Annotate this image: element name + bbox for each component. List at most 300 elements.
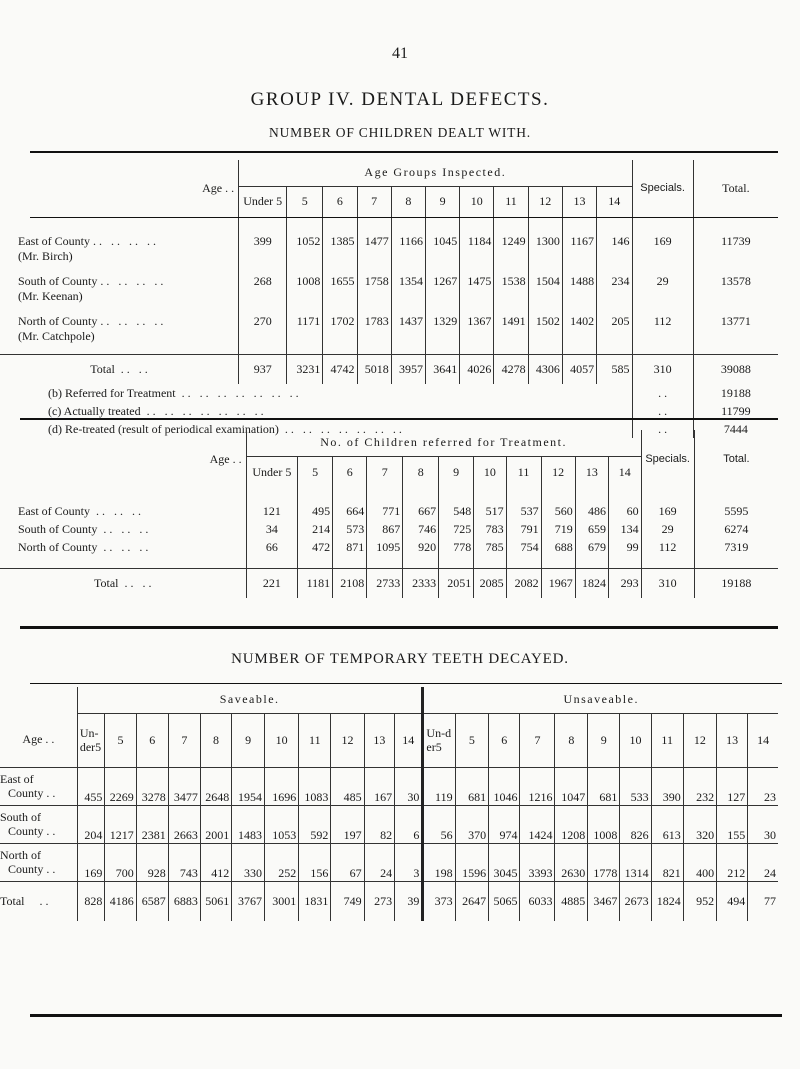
cell-specials: 29	[641, 520, 694, 538]
cell-value: 1217	[105, 805, 136, 843]
cell-value: 485	[331, 767, 364, 805]
cell-value: 252	[265, 843, 299, 881]
cell-value: 1181	[298, 568, 333, 598]
cell-value: 5061	[200, 881, 231, 921]
row-area-2: County	[8, 824, 44, 838]
leader-dots: . .	[43, 786, 56, 800]
note-key: (d)	[48, 421, 62, 436]
age-header: Age . .	[209, 451, 242, 466]
cell-value: 2648	[200, 767, 231, 805]
note-row	[0, 384, 778, 402]
cell-value: 3231	[287, 354, 323, 384]
cell-value: 455	[77, 767, 105, 805]
cell-value: 1655	[323, 274, 357, 314]
cell-value: 1491	[494, 314, 528, 354]
cell-value: 82	[364, 805, 394, 843]
cell-value: 293	[609, 568, 642, 598]
cell-value: 1095	[367, 538, 403, 556]
note-value: 19188	[693, 384, 778, 402]
cell-specials: 169	[632, 234, 693, 274]
cell-value: 6033	[520, 881, 555, 921]
column-header: 13	[717, 713, 748, 767]
cell-value: 3393	[520, 843, 555, 881]
cell-value: 2647	[455, 881, 489, 921]
cell-value: 783	[474, 520, 506, 538]
row-area: East of	[0, 772, 34, 786]
cell-value: 99	[609, 538, 642, 556]
column-header: 9	[425, 186, 459, 216]
cell-value: 537	[506, 502, 541, 520]
cell-value: 1216	[520, 767, 555, 805]
column-header: 13	[575, 456, 608, 488]
age-header: Age . .	[202, 180, 235, 195]
column-header: 8	[200, 713, 231, 767]
cell-value: 1475	[460, 274, 494, 314]
cell-value: 700	[105, 843, 136, 881]
cell-value: 370	[455, 805, 489, 843]
column-header: 13	[364, 713, 394, 767]
cell-value: 1314	[620, 843, 651, 881]
cell-value: 952	[683, 881, 716, 921]
cell-value: 826	[620, 805, 651, 843]
column-header: 6	[489, 713, 520, 767]
row-area: East of County	[18, 234, 90, 248]
cell-value: 60	[609, 502, 642, 520]
referred-table	[0, 430, 778, 598]
cell-value: 56	[423, 805, 455, 843]
cell-value: 1267	[425, 274, 459, 314]
cell-value: 1831	[299, 881, 331, 921]
cell-value: 1538	[494, 274, 528, 314]
row-officer: (Mr. Catchpole)	[18, 329, 95, 343]
cell-value: 24	[748, 843, 778, 881]
cell-value: 1385	[323, 234, 357, 274]
cell-specials: 310	[641, 568, 694, 598]
cell-value: 4742	[323, 354, 357, 384]
cell-value: 3	[395, 843, 423, 881]
cell-value: 494	[717, 881, 748, 921]
cell-value: 1696	[265, 767, 299, 805]
cell-value: 871	[333, 538, 367, 556]
cell-value: 6	[395, 805, 423, 843]
cell-value: 573	[333, 520, 367, 538]
cell-value: 4278	[494, 354, 528, 384]
cell-value: 234	[597, 274, 632, 314]
cell-value: 4186	[105, 881, 136, 921]
cell-value: 119	[423, 767, 455, 805]
table-row	[0, 314, 778, 354]
cell-value: 400	[683, 843, 716, 881]
column-header: 9	[439, 456, 474, 488]
cell-value: 24	[364, 843, 394, 881]
cell-total: 19188	[694, 568, 778, 598]
cell-value: 778	[439, 538, 474, 556]
total-label-text: Total	[94, 575, 119, 590]
cell-value: 5018	[357, 354, 391, 384]
cell-value: 221	[246, 568, 298, 598]
cell-value: 1824	[575, 568, 608, 598]
note-text: Re-treated (result of periodical examination)	[65, 421, 279, 436]
cell-total: 7319	[694, 538, 778, 556]
cell-value: 743	[168, 843, 200, 881]
unsaveable-header: Unsaveable.	[423, 687, 778, 713]
cell-value: 1008	[588, 805, 620, 843]
row-label	[0, 843, 77, 881]
cell-value: 1502	[528, 314, 562, 354]
cell-value: 2269	[105, 767, 136, 805]
cell-value: 1354	[391, 274, 425, 314]
cell-value: 1758	[357, 274, 391, 314]
cell-value: 2333	[403, 568, 439, 598]
cell-value: 270	[239, 314, 287, 354]
table-row	[0, 538, 778, 556]
cell-value: 920	[403, 538, 439, 556]
table-row	[0, 805, 778, 843]
cell-value: 2082	[506, 568, 541, 598]
column-header: 11	[494, 186, 528, 216]
note-text: Referred for Treatment	[65, 385, 176, 400]
age-header	[0, 713, 77, 767]
column-header: 7	[168, 713, 200, 767]
column-header: 6	[136, 713, 168, 767]
column-header: 14	[748, 713, 778, 767]
spacer-row	[0, 488, 778, 502]
cell-value: 30	[748, 805, 778, 843]
row-label	[0, 314, 239, 354]
table-row	[0, 274, 778, 314]
cell-value: 23	[748, 767, 778, 805]
cell-value: 1488	[562, 274, 596, 314]
cell-value: 4057	[562, 354, 596, 384]
cell-value: 169	[77, 843, 105, 881]
column-header: 8	[555, 713, 588, 767]
cell-value: 1424	[520, 805, 555, 843]
column-header: 12	[541, 456, 575, 488]
cell-specials: 310	[632, 354, 693, 384]
total-row	[0, 568, 778, 598]
column-header: 11	[651, 713, 683, 767]
cell-value: 749	[331, 881, 364, 921]
leader-dots: . . . . . . . .	[97, 314, 164, 328]
column-header: 14	[609, 456, 642, 488]
cell-value: 4885	[555, 881, 588, 921]
column-header: 5	[455, 713, 489, 767]
leader-dots: . . . . . . . . . . . . . .	[278, 421, 402, 436]
cell-value: 828	[77, 881, 105, 921]
spacer-row	[0, 216, 778, 234]
cell-value: 974	[489, 805, 520, 843]
cell-value: 34	[246, 520, 298, 538]
cell-value: 214	[298, 520, 333, 538]
cell-value: 77	[748, 881, 778, 921]
cell-value: 746	[403, 520, 439, 538]
column-header: 8	[403, 456, 439, 488]
cell-value: 681	[588, 767, 620, 805]
rule	[30, 217, 778, 218]
rule	[30, 683, 782, 684]
row-officer: (Mr. Keenan)	[18, 289, 83, 303]
row-label	[0, 538, 246, 556]
rule	[20, 418, 778, 420]
cell-total: 39088	[693, 354, 778, 384]
cell-value: 268	[239, 274, 287, 314]
extracted-table	[0, 160, 778, 438]
column-header: 11	[299, 713, 331, 767]
column-header: 5	[287, 186, 323, 216]
cell-value: 1047	[555, 767, 588, 805]
cell-value: 121	[246, 502, 298, 520]
row-officer: (Mr. Birch)	[18, 249, 73, 263]
cell-value: 1437	[391, 314, 425, 354]
leader-dots: . . . . . .	[97, 521, 149, 536]
cell-value: 533	[620, 767, 651, 805]
cell-value: 2663	[168, 805, 200, 843]
cell-value: 1008	[287, 274, 323, 314]
cell-value: 1402	[562, 314, 596, 354]
table-row	[0, 520, 778, 538]
column-header: 5	[298, 456, 333, 488]
cell-value: 791	[506, 520, 541, 538]
column-header: 14	[597, 186, 632, 216]
cell-value: 4306	[528, 354, 562, 384]
temporary-title: NUMBER OF TEMPORARY TEETH DECAYED.	[231, 651, 569, 667]
cell-value: 1166	[391, 234, 425, 274]
cell-value: 560	[541, 502, 575, 520]
leader-dots: . . . .	[118, 575, 152, 590]
age-header-text: Age	[22, 732, 43, 747]
column-header: Under 5	[246, 456, 298, 488]
total-label-text: Total	[0, 893, 25, 908]
cell-value: 3045	[489, 843, 520, 881]
row-label	[0, 520, 246, 538]
cell-value: 928	[136, 843, 168, 881]
column-header: 10	[460, 186, 494, 216]
cell-value: 867	[367, 520, 403, 538]
cell-value: 1249	[494, 234, 528, 274]
cell-value: 1504	[528, 274, 562, 314]
column-header: 6	[333, 456, 367, 488]
cell-value: 134	[609, 520, 642, 538]
cell-value: 5065	[489, 881, 520, 921]
cell-value: 495	[298, 502, 333, 520]
column-header: 10	[265, 713, 299, 767]
rule	[30, 1014, 782, 1017]
temporary-table	[0, 687, 778, 921]
column-header: 7	[520, 713, 555, 767]
leader-dots: . .	[43, 862, 56, 876]
cell-value: 1477	[357, 234, 391, 274]
cell-value: 664	[333, 502, 367, 520]
cell-value: 156	[299, 843, 331, 881]
cell-total: 13578	[693, 274, 778, 314]
column-header: 14	[395, 713, 423, 767]
cell-value: 330	[232, 843, 265, 881]
cell-value: 30	[395, 767, 423, 805]
cell-value: 585	[597, 354, 632, 384]
cell-value: 197	[331, 805, 364, 843]
cell-value: 719	[541, 520, 575, 538]
row-label	[0, 274, 239, 314]
extracted-title: NUMBER OF CHILDREN DEALT WITH.	[269, 125, 531, 140]
cell-total: 6274	[694, 520, 778, 538]
cell-value: 517	[474, 502, 506, 520]
cell-value: 1824	[651, 881, 683, 921]
note-specials: . .	[632, 384, 693, 402]
age-groups-header: Age Groups Inspected.	[239, 160, 632, 186]
cell-value: 548	[439, 502, 474, 520]
table-row	[0, 234, 778, 274]
cell-value: 472	[298, 538, 333, 556]
cell-value: 1184	[460, 234, 494, 274]
column-header: Un-der5	[423, 713, 455, 767]
row-label	[0, 767, 77, 805]
cell-value: 1171	[287, 314, 323, 354]
column-header: 8	[391, 186, 425, 216]
cell-value: 155	[717, 805, 748, 843]
cell-value: 3467	[588, 881, 620, 921]
cell-specials: 29	[632, 274, 693, 314]
cell-value: 2673	[620, 881, 651, 921]
cell-specials: 169	[641, 502, 694, 520]
leader-dots: . . . . . . . .	[90, 234, 156, 248]
note-key: (b)	[48, 385, 62, 400]
column-header: 5	[105, 713, 136, 767]
cell-value: 66	[246, 538, 298, 556]
cell-value: 1167	[562, 234, 596, 274]
cell-value: 486	[575, 502, 608, 520]
cell-value: 205	[597, 314, 632, 354]
cell-value: 1053	[265, 805, 299, 843]
referred-header: No. of Children referred for Treatment.	[246, 430, 641, 456]
total-label-text: Total	[90, 361, 115, 376]
cell-value: 725	[439, 520, 474, 538]
row-area-2: County	[8, 862, 44, 876]
cell-value: 1967	[541, 568, 575, 598]
cell-value: 613	[651, 805, 683, 843]
cell-value: 127	[717, 767, 748, 805]
cell-value: 390	[651, 767, 683, 805]
cell-value: 1208	[555, 805, 588, 843]
cell-value: 3278	[136, 767, 168, 805]
row-area: East of County	[18, 503, 90, 518]
cell-value: 1300	[528, 234, 562, 274]
cell-value: 2733	[367, 568, 403, 598]
column-header: 7	[367, 456, 403, 488]
cell-value: 659	[575, 520, 608, 538]
leader-dots: . . . . . . . .	[97, 274, 164, 288]
column-header: 12	[331, 713, 364, 767]
cell-value: 3641	[425, 354, 459, 384]
total-row	[0, 354, 778, 384]
rule	[20, 626, 778, 629]
cell-value: 2085	[474, 568, 506, 598]
column-header: 12	[683, 713, 716, 767]
cell-value: 1045	[425, 234, 459, 274]
table-row	[0, 767, 778, 805]
column-header: 7	[357, 186, 391, 216]
cell-value: 212	[717, 843, 748, 881]
leader-dots: . . . . . .	[90, 503, 141, 518]
row-label	[0, 234, 239, 274]
cell-value: 1783	[357, 314, 391, 354]
cell-value: 754	[506, 538, 541, 556]
cell-value: 3001	[265, 881, 299, 921]
column-header: Under 5	[239, 186, 287, 216]
cell-value: 232	[683, 767, 716, 805]
cell-value: 937	[239, 354, 287, 384]
cell-value: 320	[683, 805, 716, 843]
cell-value: 273	[364, 881, 394, 921]
cell-value: 667	[403, 502, 439, 520]
cell-specials: 112	[632, 314, 693, 354]
note-value: 7444	[693, 420, 778, 438]
column-header: 9	[588, 713, 620, 767]
cell-value: 1702	[323, 314, 357, 354]
cell-value: 167	[364, 767, 394, 805]
cell-value: 2051	[439, 568, 474, 598]
row-area: North of County	[18, 314, 98, 328]
note-text: Actually treated	[63, 403, 141, 418]
cell-value: 6883	[168, 881, 200, 921]
column-header: 9	[232, 713, 265, 767]
leader-dots: . . . . . .	[97, 539, 149, 554]
leader-dots: . .	[24, 893, 49, 908]
row-area: South of County	[18, 521, 98, 536]
row-area-2: County	[8, 786, 44, 800]
total-header: Total.	[693, 160, 778, 216]
group-title: GROUP IV. DENTAL DEFECTS.	[250, 89, 550, 110]
cell-value: 1483	[232, 805, 265, 843]
spacer-row	[0, 556, 778, 568]
row-label	[0, 502, 246, 520]
total-row	[0, 881, 778, 921]
leader-dots: . .	[42, 732, 55, 747]
note-label	[0, 384, 632, 402]
cell-value: 1329	[425, 314, 459, 354]
leader-dots: . . . . . . . . . . . . . .	[140, 403, 264, 418]
cell-value: 2381	[136, 805, 168, 843]
cell-specials: 112	[641, 538, 694, 556]
column-header: 12	[528, 186, 562, 216]
cell-value: 373	[423, 881, 455, 921]
row-area: South of	[0, 810, 42, 824]
cell-value: 6587	[136, 881, 168, 921]
cell-value: 1596	[455, 843, 489, 881]
row-area: North of	[0, 848, 41, 862]
cell-value: 771	[367, 502, 403, 520]
cell-value: 821	[651, 843, 683, 881]
cell-value: 3477	[168, 767, 200, 805]
total-label	[0, 568, 246, 598]
cell-value: 399	[239, 234, 287, 274]
note-key: (c)	[48, 403, 62, 418]
row-label	[0, 805, 77, 843]
leader-dots: . . . .	[114, 361, 148, 376]
cell-value: 4026	[460, 354, 494, 384]
cell-value: 2001	[200, 805, 231, 843]
cell-value: 1052	[287, 234, 323, 274]
column-header: 11	[506, 456, 541, 488]
note-value: 11799	[693, 402, 778, 420]
row-area: North of County	[18, 539, 98, 554]
page-number: 41	[392, 45, 408, 62]
cell-value: 1367	[460, 314, 494, 354]
cell-value: 679	[575, 538, 608, 556]
saveable-header: Saveable.	[77, 687, 423, 713]
column-header: 10	[620, 713, 651, 767]
cell-value: 688	[541, 538, 575, 556]
cell-value: 39	[395, 881, 423, 921]
